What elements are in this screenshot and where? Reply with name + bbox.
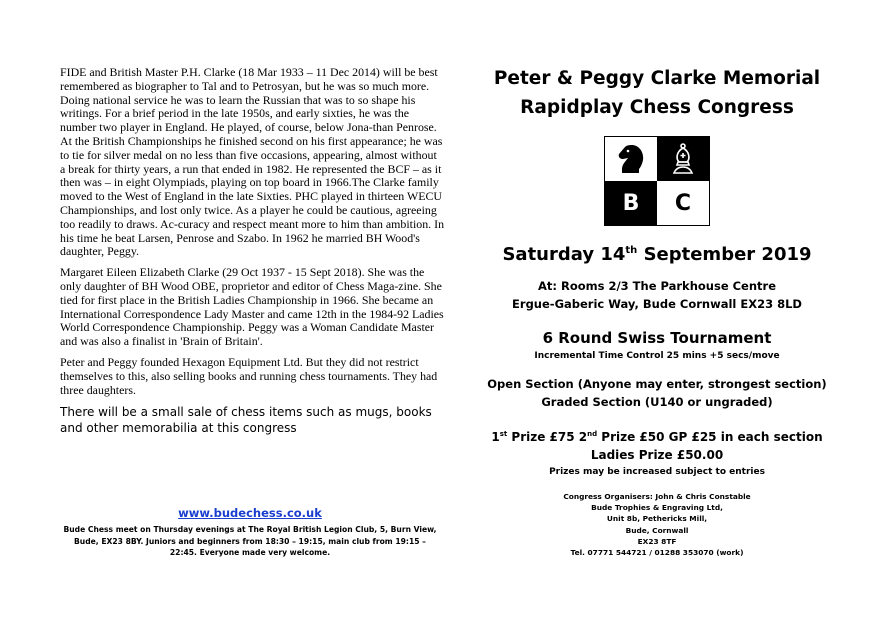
event-date: Saturday 14th September 2019: [502, 244, 812, 265]
organisers-line: Bude, Cornwall: [625, 525, 689, 535]
bio-paragraph-margaret: Margaret Eileen Elizabeth Clarke (29 Oct 1937 - 15 Sept 2018). She was the only daughter of BH Wood OBE, proprietor and editor of Chess Maga-zine. She tied for first place in the British Ladies Championship in 1966. She became an International Correspondence Lady Master and came 12th in the 1984-92 Ladies World Correspondence Championship. Peggy was a Woman Candidate Master and was also a finalist in 'Brain of Britain'.: [60, 265, 444, 349]
organisers-line: Congress Organisers: John & Chris Constable: [563, 492, 751, 501]
organisers-contact: [466, 491, 848, 558]
bio-paragraph-clarke: FIDE and British Master P.H. Clarke (18 Mar 1933 – 11 Dec 2014) will be best remembered as biographer to Tal and to Petrosyan, but he was so much more. Doing national service he was to learn the Russian that was to so shape his writings. For a brief period in the late 1950s, and early sixties, he was the number two player in England. He played, of course, below Jona-than Penrose. At the British Championships he finished second on his first appearance; he was to tie for silver medal on no less than five occasions, appearing, almost without a break for thirty years, a run that ended in 1982. He represented the BCF – as it then was – in eight Olympiads, playing on top board in 1966.The Clarke family moved to the West of England in the late Sixties. PHC played in thirteen WECU Championships, and lost only twice. As a player he could be cautious, agreeing too readily to draws. Ac-curacy and respect meant more to him than ambition. In his time he beat Larsen, Penrose and Szabo. In 1962 he married BH Wood's daughter, Peggy.: [60, 65, 445, 259]
prize-list: 1st Prize £75 2nd Prize £50 GP £25 in each section: [491, 430, 823, 444]
venue-line2: Ergue-Gaberic Way, Bude Cornwall EX23 8LD: [512, 297, 802, 311]
prizes-note: Prizes may be increased subject to entries: [549, 467, 765, 477]
graded-section: Graded Section (U140 or ungraded): [541, 395, 773, 409]
bishop-icon: [657, 137, 709, 181]
organisers-line: Unit 8b, Pethericks Mill,: [606, 514, 708, 524]
logo-letter-c: C: [657, 181, 709, 225]
club-website-link[interactable]: www.budechess.co.uk: [178, 506, 322, 520]
tournament-format: 6 Round Swiss Tournament: [542, 329, 772, 347]
open-section: Open Section (Anyone may enter, strongest section): [487, 377, 827, 391]
organisers-phone: Tel. 07771 544721 / 01288 353070 (work): [570, 548, 744, 558]
congress-title-line1: Peter & Peggy Clarke Memorial: [493, 68, 821, 89]
knight-icon: [605, 137, 657, 181]
organisers-line: Bude Trophies & Engraving Ltd,: [591, 503, 723, 513]
organisers-line: EX23 8TF: [637, 536, 677, 546]
bio-paragraph-hexagon: Peter and Peggy founded Hexagon Equipment Ltd. But they did not restrict themselves to this, also selling books and running chess tournaments. They had three daughters.: [60, 354, 438, 397]
venue-line1: At: Rooms 2/3 The Parkhouse Centre: [537, 279, 777, 293]
club-meeting-text: Bude Chess meet on Thursday evenings at The Royal British Legion Club, 5, Burn View, Bude, EX23 8BY. Juniors and beginners from 18:30 – 19:15, main club from 19:15 – 22:45. Everyone made very welcome.: [63, 525, 437, 557]
logo-letter-b: B: [605, 181, 657, 225]
time-control: Incremental Time Control 25 mins +5 secs/move: [534, 351, 780, 361]
club-info: [60, 506, 440, 559]
venue: [466, 277, 848, 313]
congress-title-line2: Rapidplay Chess Congress: [520, 97, 794, 118]
sale-note: There will be a small sale of chess items such as mugs, books and other memorabilia at this congress: [60, 405, 432, 436]
ladies-prize: Ladies Prize £50.00: [590, 448, 724, 462]
biography-column: [60, 66, 445, 436]
congress-flyer: [466, 60, 848, 558]
bc-logo: [604, 136, 710, 226]
